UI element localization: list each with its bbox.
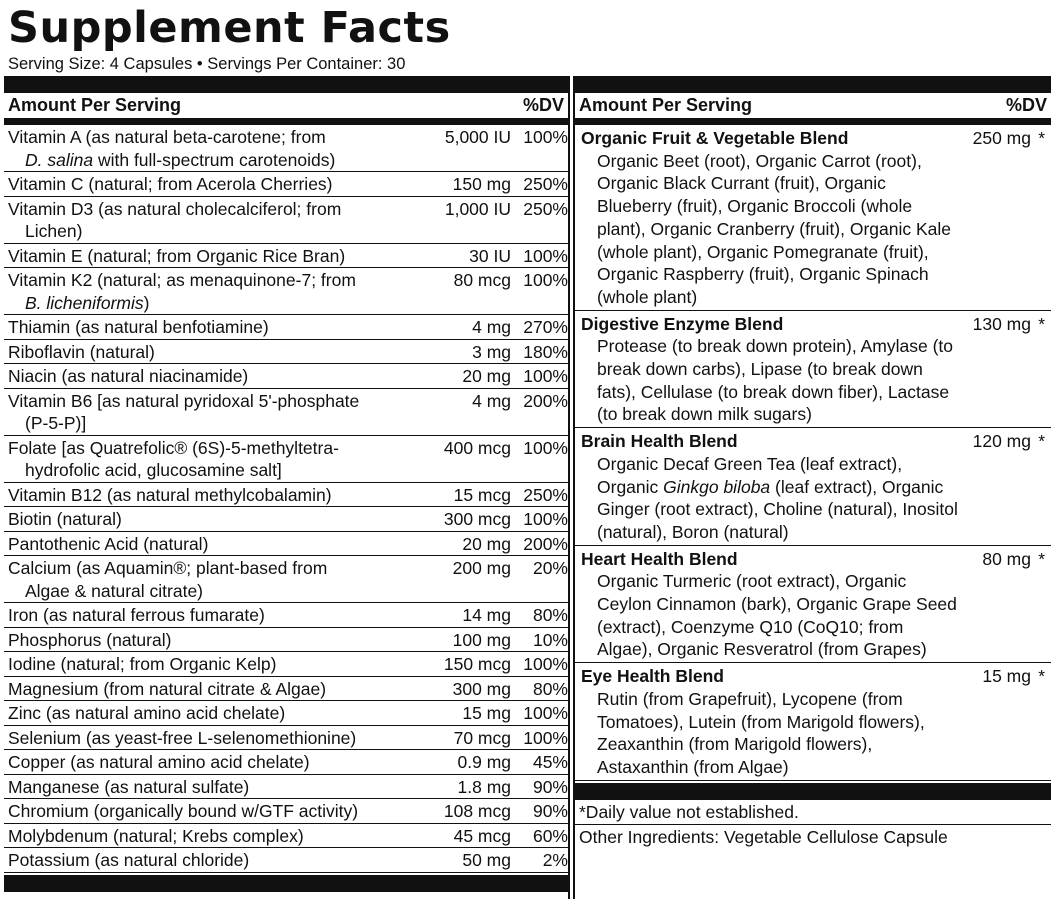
nutrient-dv: 100% [523,654,568,674]
nutrient-name: Phosphorus (natural) [8,629,172,650]
nutrient-row [4,750,568,775]
nutrient-name: Niacin (as natural niacinamide) [8,366,249,386]
page-title: Supplement Facts [8,3,451,53]
nutrient-amount: 0.9 mg [457,752,511,772]
nutrient-dv: 200% [523,390,568,411]
nutrient-dv: 100% [523,127,568,147]
divider-bar [575,76,1051,93]
nutrient-dv: 180% [523,341,568,362]
nutrient-row [4,652,568,677]
nutrient-dv: 100% [523,727,568,748]
nutrient-name: Vitamin D3 (as natural cholecalciferol; from Lichen) [8,198,342,241]
amount-per-serving-label: Amount Per Serving [8,95,182,115]
nutrient-dv: 80% [532,678,568,699]
blend-row [575,546,1051,664]
nutrient-amount: 4 mg [472,390,511,411]
nutrient-amount: 108 mcg [443,801,511,821]
nutrient-dv: 250% [523,174,568,194]
blend-ingredients: Organic Turmeric (root extract), Organic Ceylon Cinnamon (bark), Organic Grape Seed (extract), Coenzyme Q10 (CoQ10; from Algae), Organic Resveratrol (from Grapes) [597,571,957,660]
nutrient-name: Folate [as Quatrefolic® (6S)-5-methyltetra- hydrofolic acid, glucosamine salt] [8,437,339,480]
nutrient-amount: 14 mg [462,605,511,625]
nutrient-dv: 100% [523,245,568,266]
divider-bar [4,118,568,125]
nutrient-amount: 80 mcg [453,270,511,290]
nutrient-name: Copper (as natural amino acid chelate) [8,752,310,772]
nutrient-name: Vitamin K2 (natural; as menaquinone-7; from B. licheniformis) [8,270,356,313]
nutrient-row [4,507,568,532]
nutrient-row [4,315,568,340]
blend-name: Heart Health Blend [581,548,738,569]
nutrient-name: Selenium (as yeast-free L-selenomethionine) [8,727,357,748]
left-column-header [4,93,568,118]
nutrient-amount: 200 mg [452,558,511,578]
divider-bar [575,783,1051,800]
dv-label: %DV [1005,95,1047,115]
nutrient-dv: 20% [532,558,568,578]
divider-bar [4,76,568,93]
blend-row [575,428,1051,546]
nutrient-name: Molybdenum (natural; Krebs complex) [8,825,304,846]
blend-row [575,311,1051,429]
nutrient-dv: 200% [523,533,568,554]
nutrient-dv: 60% [532,825,568,846]
dv-not-established-marker: * [1038,431,1045,452]
nutrient-amount: 20 mg [462,366,511,386]
nutrient-name: Magnesium (from natural citrate & Algae) [8,678,327,699]
blend-list [575,125,1051,781]
nutrient-amount: 50 mg [462,850,511,870]
nutrient-row [4,125,568,172]
nutrient-name: Thiamin (as natural benfotiamine) [8,317,269,337]
footnote: *Daily value not established. [579,801,799,822]
dv-not-established-marker: * [1038,313,1045,334]
nutrient-name: Biotin (natural) [8,509,122,529]
amount-per-serving-label: Amount Per Serving [579,95,753,115]
blend-name: Organic Fruit & Vegetable Blend [581,128,849,148]
nutrient-row [4,824,568,849]
dv-label: %DV [522,95,564,115]
nutrient-dv: 100% [523,366,568,386]
blend-name: Brain Health Blend [581,431,738,452]
nutrient-dv: 100% [523,270,568,290]
blend-name: Digestive Enzyme Blend [581,313,784,334]
nutrient-amount: 4 mg [472,317,511,337]
nutrient-row [4,483,568,508]
nutrient-list [4,125,568,873]
nutrient-name: Zinc (as natural amino acid chelate) [8,703,286,723]
blend-name: Eye Health Blend [581,666,724,687]
nutrient-row [4,172,568,197]
nutrient-amount: 3 mg [472,341,511,362]
nutrient-dv: 100% [523,509,568,529]
nutrient-row [4,197,568,244]
nutrient-name: Calcium (as Aquamin®; plant-based from Algae & natural citrate) [8,558,328,601]
blend-ingredients: Protease (to break down protein), Amylase (to break down carbs), Lipase (to break down fats), Cellulase (to break down fiber), Lactase (to break down milk sugars) [597,336,954,425]
serving-info: Serving Size: 4 Capsules • Servings Per Container: 30 [8,55,406,73]
nutrient-amount: 300 mcg [443,509,511,529]
nutrient-row [4,244,568,269]
blend-row [575,125,1051,311]
nutrient-row [4,603,568,628]
other-ingredients: Other Ingredients: Vegetable Cellulose Capsule [575,824,1051,849]
blend-row [575,663,1051,781]
nutrient-row [4,556,568,603]
nutrient-dv: 90% [532,776,568,797]
nutrient-row [4,848,568,873]
nutrient-name: Vitamin C (natural; from Acerola Cherries) [8,174,333,194]
nutrient-name: Potassium (as natural chloride) [8,850,250,870]
dv-not-established-marker: * [1038,128,1045,148]
nutrient-name: Riboflavin (natural) [8,341,155,362]
nutrient-row [4,799,568,824]
nutrient-row [4,677,568,702]
nutrient-name: Iodine (natural; from Organic Kelp) [8,654,277,674]
vitamins-minerals-panel [4,76,570,899]
nutrient-dv: 10% [532,629,568,650]
nutrient-dv: 80% [532,605,568,625]
blend-ingredients: Organic Decaf Green Tea (leaf extract), Organic Ginkgo biloba (leaf extract), Organic Ginger (root extract), Choline (natural), Inositol (natural), Boron (natural) [597,453,958,542]
nutrient-amount: 150 mcg [443,654,511,674]
nutrient-amount: 15 mcg [453,484,511,505]
nutrient-amount: 1.8 mg [457,776,511,797]
dv-not-established-marker: * [1038,666,1045,687]
nutrient-row [4,364,568,389]
nutrient-dv: 100% [523,703,568,723]
nutrient-amount: 70 mcg [453,727,511,748]
divider-bar [575,118,1051,125]
nutrient-amount: 20 mg [462,533,511,554]
nutrient-name: Manganese (as natural sulfate) [8,776,250,797]
nutrient-row [4,726,568,751]
nutrient-row [4,436,568,483]
nutrient-amount: 15 mg [462,703,511,723]
blends-panel [573,76,1051,899]
nutrient-amount: 400 mcg [443,437,511,458]
blend-amount: 15 mg * [982,666,1045,687]
nutrient-amount: 300 mg [452,678,511,699]
nutrient-dv: 45% [532,752,568,772]
blend-amount: 120 mg * [972,431,1045,452]
nutrient-dv: 270% [523,317,568,337]
nutrient-name: Vitamin B6 [as natural pyridoxal 5'-phosphate (P-5-P)] [8,390,360,433]
nutrient-name: Vitamin A (as natural beta-carotene; from D. salina with full-spectrum carotenoids) [8,127,336,170]
nutrient-row [4,389,568,436]
nutrient-name: Vitamin E (natural; from Organic Rice Bran) [8,245,346,266]
nutrient-row [4,532,568,557]
nutrient-name: Vitamin B12 (as natural methylcobalamin) [8,484,332,505]
right-column-header [575,93,1051,118]
nutrient-dv: 2% [542,850,568,870]
nutrient-dv: 100% [523,437,568,458]
nutrient-row [4,268,568,315]
nutrient-row [4,628,568,653]
blend-amount: 130 mg * [972,313,1045,334]
nutrient-name: Iron (as natural ferrous fumarate) [8,605,265,625]
divider-bar [4,875,568,892]
nutrient-row [4,701,568,726]
nutrient-amount: 30 IU [469,245,511,266]
blend-amount: 80 mg * [982,548,1045,569]
nutrient-dv: 250% [523,198,568,219]
nutrient-dv: 250% [523,484,568,505]
blend-amount: 250 mg * [972,128,1045,148]
nutrient-amount: 45 mcg [453,825,511,846]
nutrient-name: Chromium (organically bound w/GTF activity) [8,801,359,821]
blend-ingredients: Rutin (from Grapefruit), Lycopene (from Tomatoes), Lutein (from Marigold flowers), Zeaxanthin (from Marigold flowers), Astaxanthin (from Algae) [597,688,925,777]
nutrient-amount: 100 mg [452,629,511,650]
dv-not-established-marker: * [1038,548,1045,569]
blend-ingredients: Organic Beet (root), Organic Carrot (root), Organic Black Currant (fruit), Organic Blueberry (fruit), Organic Broccoli (whole plant), Organic Cranberry (fruit), Organic Kale (whole plant), Organic Pomegranate (fruit), Organic Raspberry (fruit), Organic Spinach (whole plant) [597,150,952,307]
nutrient-row [4,340,568,365]
nutrient-amount: 5,000 IU [444,127,511,147]
nutrient-name: Pantothenic Acid (natural) [8,533,209,554]
nutrient-amount: 150 mg [452,174,511,194]
nutrient-dv: 90% [532,801,568,821]
nutrient-row [4,775,568,800]
nutrient-amount: 1,000 IU [444,198,511,219]
